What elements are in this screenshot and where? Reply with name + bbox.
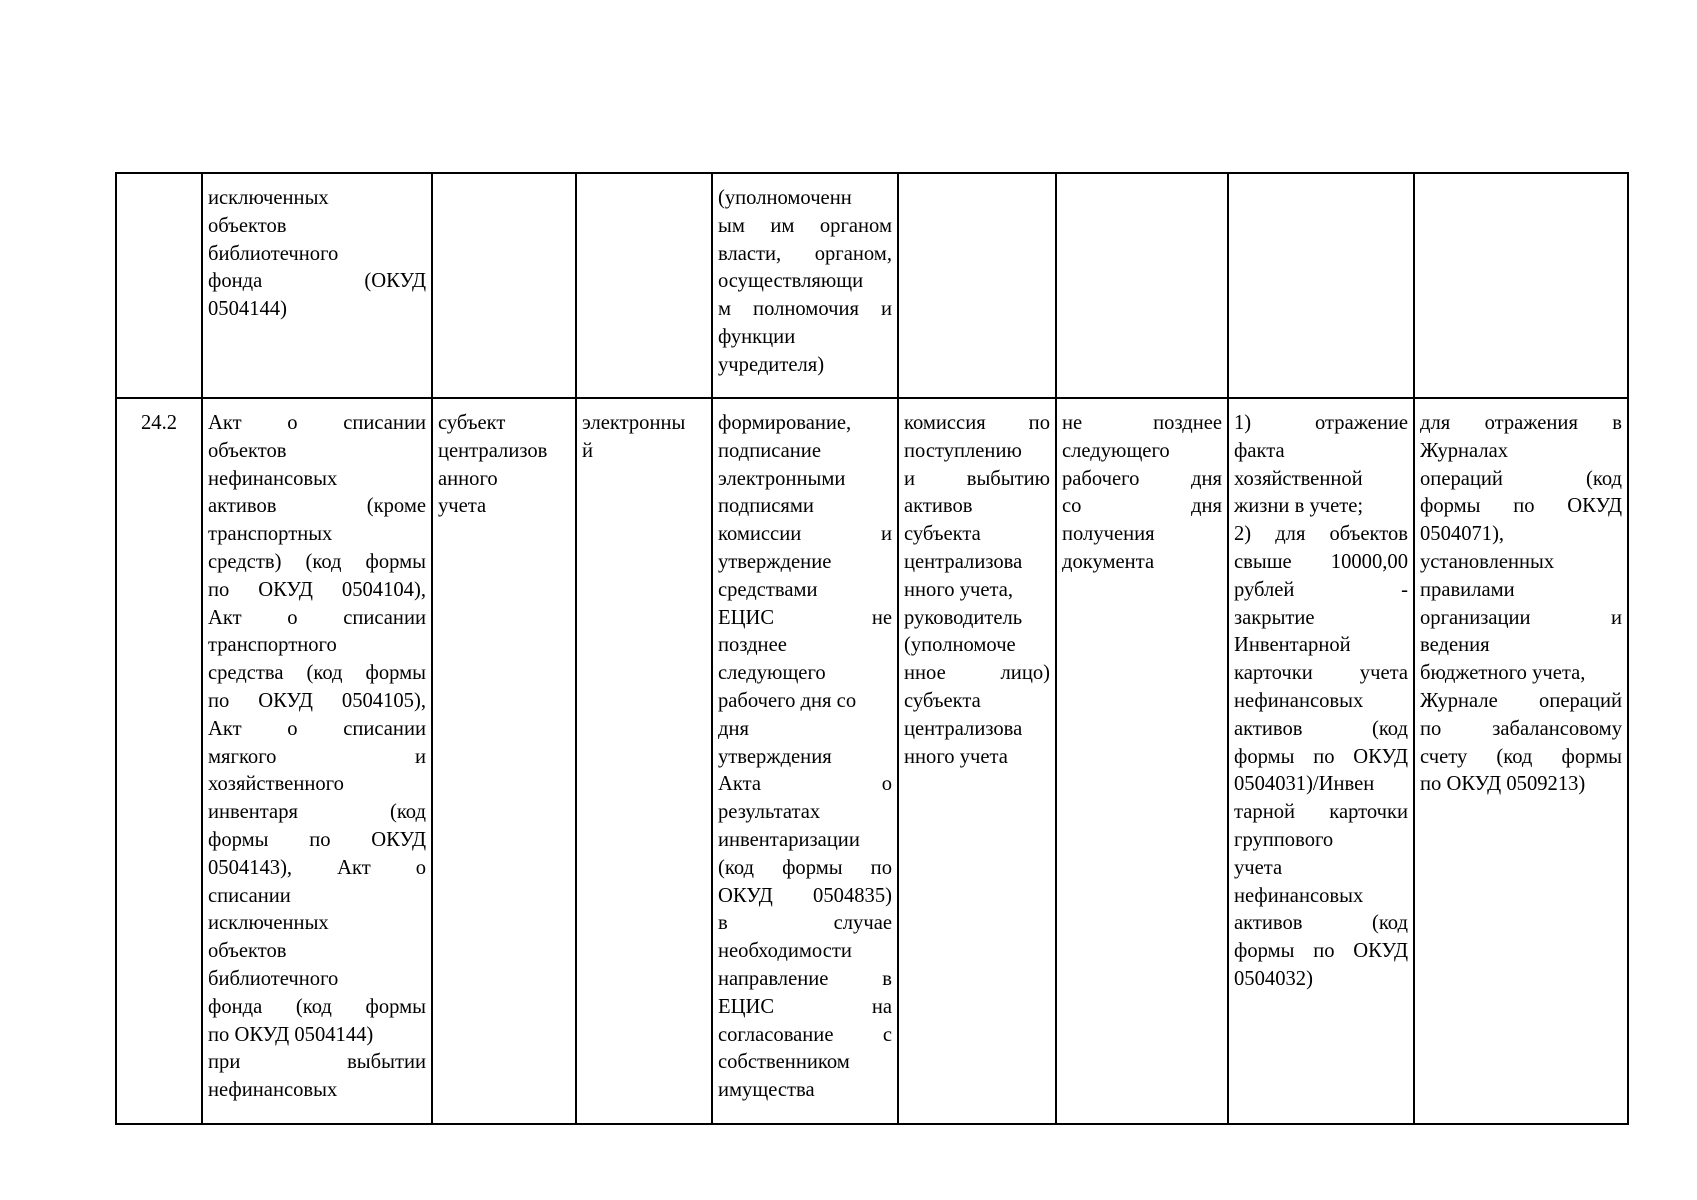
text-line: м полномочия и — [718, 298, 892, 321]
text-line: следующего — [718, 662, 826, 685]
text-line: карточки учета — [1234, 662, 1408, 685]
text-line: нефинансовых — [1234, 689, 1364, 712]
cell-creator — [432, 398, 576, 1124]
text-line: тарной карточки — [1234, 801, 1408, 824]
text-line: подписями — [718, 495, 814, 518]
text-line: мягкого и — [208, 745, 426, 768]
text-line: утверждения — [718, 745, 832, 768]
text-line: средствами — [718, 578, 818, 601]
text-line: объектов — [208, 214, 287, 237]
text-line: активов (кроме — [208, 495, 426, 518]
text-line: по ОКУД 0504144) — [208, 1023, 374, 1046]
text-line: 0504032) — [1234, 967, 1313, 990]
text-line: хозяйственного — [208, 773, 344, 796]
text-line: транспортных — [208, 523, 333, 546]
text-line: активов (код — [1234, 912, 1408, 935]
text-line: транспортного — [208, 634, 337, 657]
text-line: субъекта — [904, 689, 981, 712]
text-line: и выбытию — [904, 467, 1050, 490]
text-line: Акта о — [718, 773, 892, 796]
text-line: рабочего дня — [1062, 467, 1222, 490]
text-line: 0504144) — [208, 298, 287, 321]
text-line: формы по ОКУД — [1234, 940, 1408, 963]
text-line: активов (код — [1234, 717, 1408, 740]
text-line: анного — [438, 467, 498, 490]
cell-responsible — [898, 398, 1056, 1124]
text-line: собственником — [718, 1051, 850, 1074]
text-line: 0504071), — [1420, 523, 1505, 546]
text-line: Акт о списании — [208, 606, 426, 629]
text-line: по забалансовому — [1420, 717, 1622, 740]
text-line: организации и — [1420, 606, 1622, 629]
table-row-24-2 — [116, 398, 1628, 1124]
cell-doc-name — [202, 173, 432, 398]
text-line: получения — [1062, 523, 1155, 546]
text-line: ведения — [1420, 634, 1490, 657]
text-line: учета — [1234, 856, 1283, 879]
text-line: учредителя) — [718, 353, 825, 376]
table-row-continued — [116, 173, 1628, 398]
text-line: поступлению — [904, 439, 1022, 462]
text-line: учета — [438, 495, 487, 518]
text-line: рабочего дня со — [718, 689, 857, 712]
text-line: комиссия по — [904, 412, 1050, 434]
text-line: нефинансовых — [208, 1079, 338, 1102]
text-line: счету (код формы — [1420, 745, 1622, 768]
text-line: по ОКУД 0504104), — [208, 578, 426, 601]
text-line: Инвентарной — [1234, 634, 1351, 657]
text-line: 1) отражение — [1234, 412, 1408, 434]
text-line: осуществляющи — [718, 270, 864, 293]
text-line: позднее — [718, 634, 787, 657]
text-line: Журнале операций — [1420, 689, 1622, 712]
text-line: списании — [208, 884, 291, 907]
text-line: подписание — [718, 439, 821, 462]
text-line: нефинансовых — [1234, 884, 1364, 907]
text-line: согласование с — [718, 1023, 892, 1046]
text-line: Акт о списании — [208, 717, 426, 740]
text-line: (уполномоченн — [718, 187, 852, 209]
text-line: средства (код формы — [208, 662, 426, 685]
text-line: инвентаризации — [718, 828, 860, 851]
cell-number — [116, 173, 202, 398]
text-line: следующего — [1062, 439, 1170, 462]
text-line: электронны — [582, 412, 686, 434]
text-line: в случае — [718, 912, 892, 935]
text-line: направление в — [718, 967, 892, 990]
text-line: документа — [1062, 550, 1155, 573]
cell-form — [576, 398, 712, 1124]
cell-number: 24.2 — [116, 398, 202, 1124]
cell-registers — [1414, 173, 1628, 398]
text-line: операций (код — [1420, 467, 1622, 490]
text-line: жизни в учете; — [1234, 495, 1364, 518]
text-line: формы по ОКУД — [1420, 495, 1622, 518]
text-line: (уполномоче — [904, 634, 1016, 657]
text-line: нного учета — [904, 745, 1008, 768]
text-line: нного учета, — [904, 578, 1014, 601]
text-line: власти, органом, — [718, 242, 892, 265]
text-line: нефинансовых — [208, 467, 338, 490]
text-line: формирование, — [718, 412, 852, 434]
text-line: утверждение — [718, 550, 832, 573]
text-line: библиотечного — [208, 967, 339, 990]
text-line: дня — [718, 717, 749, 740]
text-line: по ОКУД 0509213) — [1420, 773, 1586, 796]
cell-form — [576, 173, 712, 398]
cell-registers — [1414, 398, 1628, 1124]
text-line: ЕЦИС на — [718, 995, 892, 1018]
text-line: для отражения в — [1420, 412, 1622, 434]
cell-creator — [432, 173, 576, 398]
text-line: формы по ОКУД — [208, 828, 426, 851]
text-line: субъекта — [904, 523, 981, 546]
cell-processing — [1228, 173, 1414, 398]
text-line: инвентаря (код — [208, 801, 426, 824]
text-line: руководитель — [904, 606, 1023, 629]
cell-processing — [1228, 398, 1414, 1124]
text-line: закрытие — [1234, 606, 1315, 629]
text-line: необходимости — [718, 940, 852, 963]
text-line: формы по ОКУД — [1234, 745, 1408, 768]
cell-procedure — [712, 173, 898, 398]
document-table — [115, 172, 1629, 1125]
text-line: комиссии и — [718, 523, 892, 546]
text-line: активов — [904, 495, 973, 518]
text-line: рублей - — [1234, 578, 1408, 601]
text-line: Журналах — [1420, 439, 1509, 462]
text-line: фонда (ОКУД — [208, 270, 426, 293]
text-line: нное лицо) — [904, 662, 1050, 685]
text-line: свыше 10000,00 — [1234, 550, 1408, 573]
text-line: централизов — [438, 439, 548, 462]
text-line: со дня — [1062, 495, 1222, 518]
text-line: по ОКУД 0504105), — [208, 689, 426, 712]
text-line: ОКУД 0504835) — [718, 884, 892, 907]
text-line: при выбытии — [208, 1051, 426, 1074]
text-line: й — [582, 439, 594, 462]
text-line: (код формы по — [718, 856, 892, 879]
cell-deadline — [1056, 398, 1228, 1124]
text-line: централизова — [904, 550, 1023, 573]
text-line: электронными — [718, 467, 846, 490]
cell-doc-name — [202, 398, 432, 1124]
text-line: Акт о списании — [208, 412, 426, 434]
text-line: бюджетного учета, — [1420, 662, 1586, 685]
text-line: исключенных — [208, 912, 329, 935]
text-line: исключенных — [208, 187, 329, 209]
text-line: ым им органом — [718, 214, 892, 237]
text-line: фонда (код формы — [208, 995, 426, 1018]
text-line: 2) для объектов — [1234, 523, 1408, 546]
cell-procedure — [712, 398, 898, 1124]
text-line: 0504143), Акт о — [208, 856, 426, 879]
cell-responsible — [898, 173, 1056, 398]
text-line: средств) (код формы — [208, 550, 426, 573]
cell-deadline — [1056, 173, 1228, 398]
text-line: результатах — [718, 801, 821, 824]
text-line: субъект — [438, 412, 506, 434]
text-line: объектов — [208, 439, 287, 462]
text-line: ЕЦИС не — [718, 606, 892, 629]
text-line: 0504031)/Инвен — [1234, 773, 1375, 796]
text-line: группового — [1234, 828, 1334, 851]
text-line: объектов — [208, 940, 287, 963]
text-line: правилами — [1420, 578, 1515, 601]
text-line: централизова — [904, 717, 1023, 740]
text-line: библиотечного — [208, 242, 339, 265]
text-line: функции — [718, 325, 796, 348]
text-line: не позднее — [1062, 412, 1222, 434]
text-line: имущества — [718, 1079, 815, 1102]
text-line: хозяйственной — [1234, 467, 1363, 490]
text-line: факта — [1234, 439, 1285, 462]
text-line: установленных — [1420, 550, 1555, 573]
